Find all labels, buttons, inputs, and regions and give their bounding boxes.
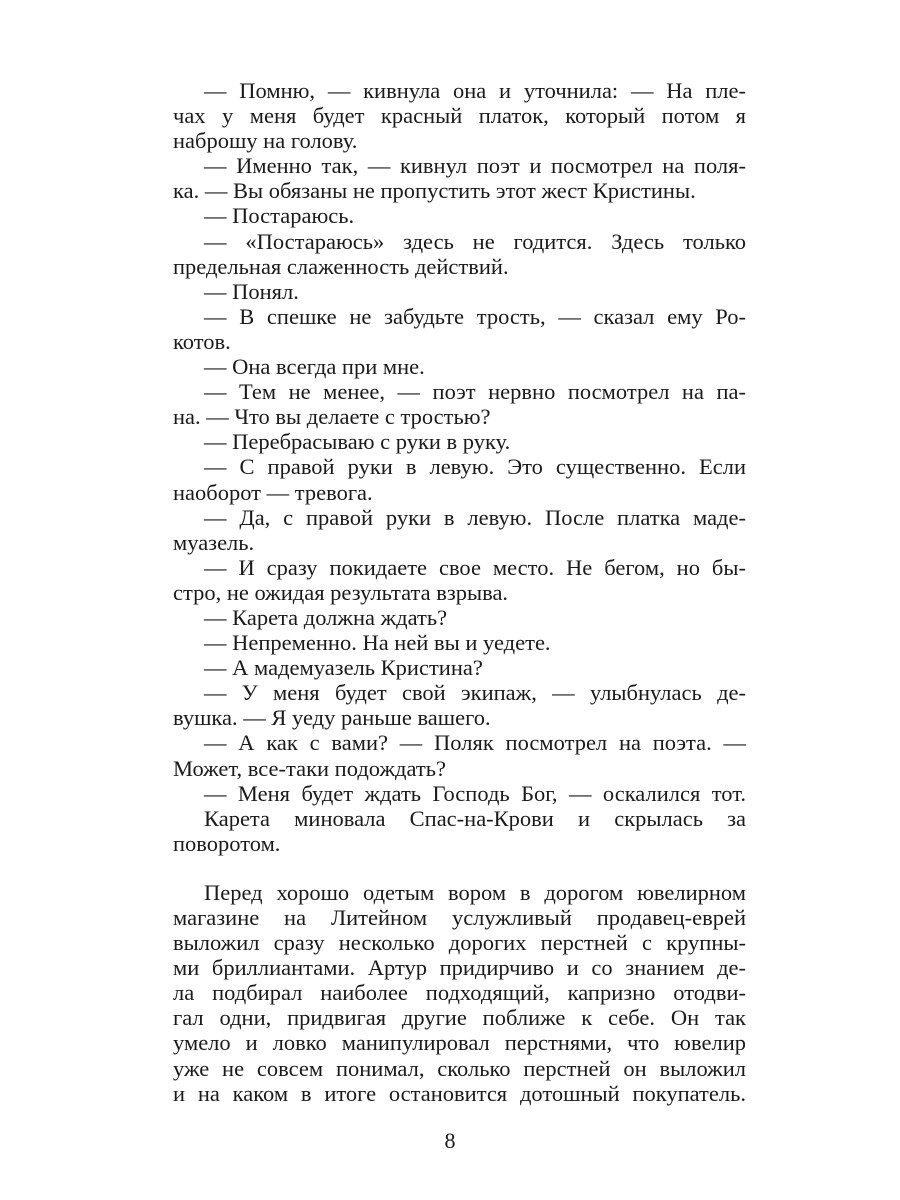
text-line: уже не совсем понимал, сколько перстней он выложил: [173, 1055, 746, 1081]
text-line: гал одни, придвигая другие поближе к себе. Он так: [173, 1005, 746, 1031]
text-line: наброшу на голову.: [173, 128, 358, 154]
text-line: поворотом.: [173, 830, 281, 856]
text-line: вушка. — Я уеду раньше вашего.: [173, 705, 491, 731]
text-line: — Непременно. На ней вы и уедете.: [204, 630, 551, 656]
text-line: Перед хорошо одетым вором в дорогом ювелирном: [204, 879, 746, 905]
page-body-text: [173, 78, 746, 1106]
text-line: ми бриллиантами. Артур придирчиво и со знанием де-: [173, 955, 746, 981]
text-line: Может, все-таки подождать?: [173, 755, 446, 781]
text-line: муазель.: [173, 529, 255, 555]
text-block: [173, 880, 746, 1106]
text-line: магазине на Литейном услужливый продавец-еврей: [173, 905, 746, 930]
text-block: [173, 78, 746, 856]
section-break: [173, 856, 746, 880]
text-line: ка. — Вы обязаны не пропустить этот жест Кристины.: [173, 178, 696, 204]
text-line: котов.: [173, 328, 231, 354]
text-line: — У меня будет свой экипаж, — улыбнулась де-: [204, 680, 746, 706]
text-line: — И сразу покидаете свое место. Не бегом, но бы-: [204, 554, 746, 580]
text-line: — Помню, — кивнула она и уточнила: — На пле-: [204, 78, 746, 103]
page-number: 8: [444, 1128, 456, 1153]
text-line: — Постараюсь.: [204, 203, 355, 229]
text-line: умело и ловко манипулировал перстнями, что ювелир: [173, 1030, 746, 1056]
text-line: — Понял.: [204, 278, 299, 304]
text-line: — Она всегда при мне.: [204, 354, 425, 380]
text-line: — С правой руки в левую. Это существенно. Если: [204, 454, 746, 480]
text-line: и на каком в итоге остановится дотошный покупатель.: [173, 1080, 746, 1106]
text-line: — Меня будет ждать Господь Бог, — оскалился тот.: [204, 780, 746, 806]
text-line: — А мадемуазель Кристина?: [204, 655, 483, 681]
text-line: — В спешке не забудьте трость, — сказал ему Ро-: [204, 303, 746, 329]
text-line: — А как с вами? — Поляк посмотрел на поэта. —: [204, 730, 746, 756]
text-line: предельная слаженность действий.: [173, 253, 509, 279]
text-line: Карета миновала Спас-на-Крови и скрылась за: [204, 805, 746, 831]
text-line: — Карета должна ждать?: [204, 604, 448, 630]
text-line: — Перебрасываю с руки в руку.: [204, 429, 511, 455]
text-line: — Именно так, — кивнул поэт и посмотрел на поля-: [204, 153, 746, 179]
text-line: — Да, с правой руки в левую. После платка маде-: [204, 504, 746, 530]
text-line: чах у меня будет красный платок, который потом я: [173, 103, 746, 129]
text-line: — «Постараюсь» здесь не годится. Здесь только: [204, 228, 746, 254]
text-line: выложил сразу несколько дорогих перстней с крупны-: [173, 930, 746, 956]
text-line: — Тем не менее, — поэт нервно посмотрел на па-: [204, 379, 746, 405]
text-line: ла подбирал наиболее подходящий, капризно отодви-: [173, 980, 746, 1006]
text-line: на. — Что вы делаете с тростью?: [173, 404, 491, 430]
text-line: стро, не ожидая результата взрыва.: [173, 579, 509, 605]
text-line: наоборот — тревога.: [173, 479, 373, 505]
